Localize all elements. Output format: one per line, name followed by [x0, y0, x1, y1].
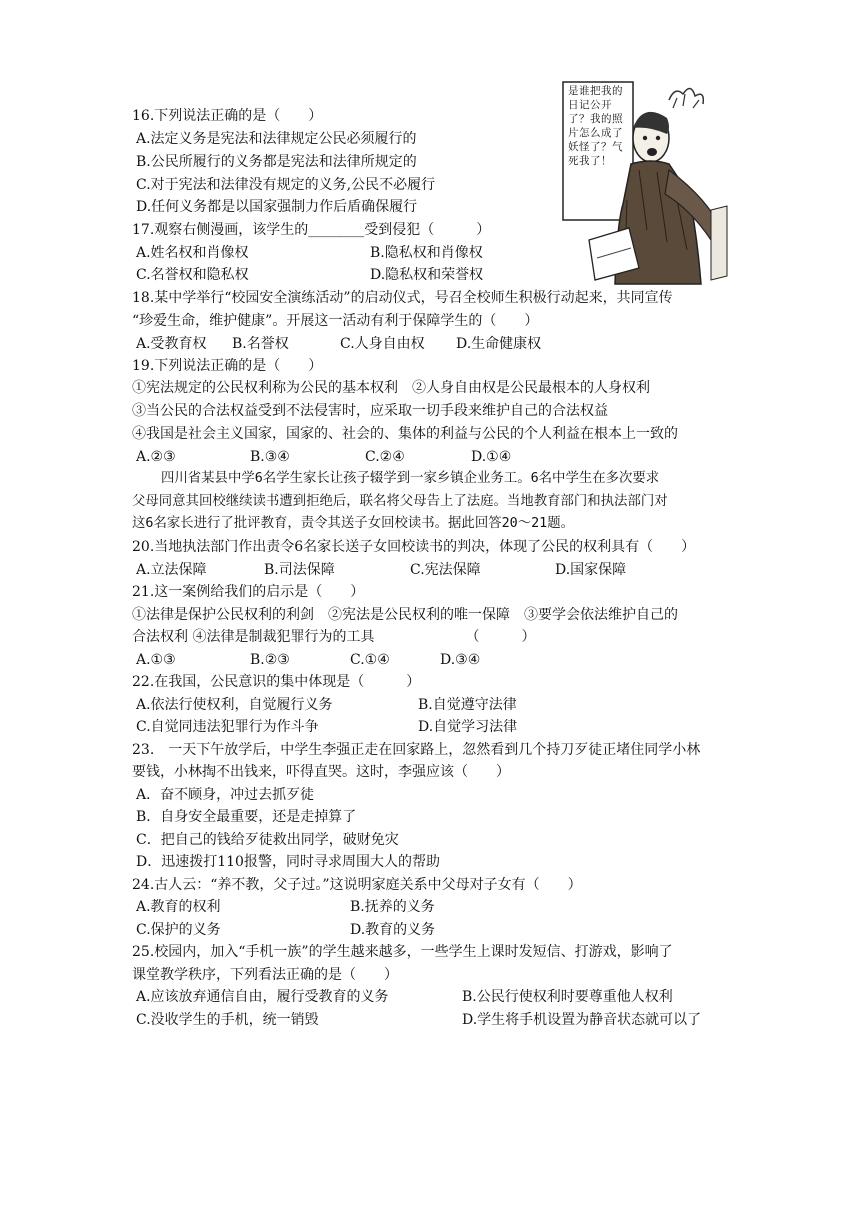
q25-option-d: D.学生将手机设置为静音状态就可以了 [462, 1012, 702, 1028]
q21-stem: 21.这一案例给我们的启示是（ ） [132, 584, 365, 600]
q19-option-a: A.②③ [136, 449, 176, 465]
q22-option-c: C.自觉同违法犯罪行为作斗争 [136, 719, 319, 735]
passage-line1: 四川省某县中学6名学生家长让孩子辍学到一家乡镇企业务工。6名中学生在多次要求 [161, 471, 660, 486]
q25-option-a: A.应该放弃通信自由，履行受教育的义务 [136, 989, 389, 1005]
q17-option-a: A.姓名权和肖像权 [136, 245, 249, 261]
q17-option-c: C.名誉权和隐私权 [136, 267, 249, 283]
q25-option-c: C.没收学生的手机，统一销毁 [136, 1012, 319, 1028]
cartoon-speech-text: 是谁把我的日记公开了？我的照片怎么成了妖怪了？气死我了！ [568, 85, 623, 167]
q18-option-d: D.生命健康权 [456, 336, 542, 352]
q21-option-a: A.①③ [136, 652, 176, 668]
q16-option-d: D.任何义务都是以国家强制力作后盾确保履行 [136, 199, 418, 215]
q24-option-b: B.抚养的义务 [350, 899, 435, 915]
q20-option-a: A.立法保障 [136, 562, 207, 578]
q19-statement-3: ③当公民的合法权益受到不法侵害时，应采取一切手段来维护自己的合法权益 [132, 403, 608, 419]
q16-stem: 16.下列说法正确的是（ ） [132, 108, 323, 124]
q21-statements-line2: 合法权利 ④法律是制裁犯罪行为的工具 （ ） [132, 629, 536, 645]
q16-option-b: B.公民所履行的义务都是宪法和法律所规定的 [136, 154, 417, 170]
q18-option-a: A.受教育权 [136, 336, 207, 352]
passage-line2: 父母同意其回校继续读书遭到拒绝后，联名将父母告上了法庭。当地教育部门和执法部门对 [132, 494, 668, 509]
q17-stem: 17.观察右侧漫画，该学生的________受到侵犯（ ） [132, 222, 491, 238]
q19-option-c: C.②④ [365, 449, 405, 465]
q19-statement-4: ④我国是社会主义国家，国家的、社会的、集体的利益与公民的个人利益在根本上一致的 [132, 426, 678, 442]
q23-stem-line1: 23. 一天下午放学后，中学生李强正走在回家路上，忽然看到几个持刀歹徒正堵住同学小林 [132, 742, 701, 758]
q25-stem-line2: 课堂教学秩序，下列看法正确的是（ ） [132, 967, 398, 983]
q25-option-b: B.公民行使权利时要尊重他人权利 [462, 989, 673, 1005]
passage-line3: 这6名家长进行了批评教育，责令其送子女回校读书。据此回答20～21题。 [132, 516, 575, 531]
q17-option-d: D.隐私权和荣誉权 [370, 267, 484, 283]
q21-statements-line1: ①法律是保护公民权利的利剑 ②宪法是公民权利的唯一保障 ③要学会依法维护自己的 [132, 607, 678, 623]
q19-stem: 19.下列说法正确的是（ ） [132, 358, 323, 374]
q18-option-b: B.名誉权 [232, 336, 289, 352]
q21-option-c: C.①④ [350, 652, 390, 668]
q20-option-b: B.司法保障 [264, 562, 335, 578]
q16-option-c: C.对于宪法和法律没有规定的义务,公民不必履行 [136, 177, 436, 193]
q23-option-c: C．把自己的钱给歹徒救出同学，破财免灾 [136, 832, 399, 848]
q24-option-d: D.教育的义务 [350, 922, 436, 938]
q20-stem: 20.当地执法部门作出责令6名家长送子女回校读书的判决，体现了公民的权利具有（ ） [132, 539, 696, 555]
q18-option-c: C.人身自由权 [340, 336, 425, 352]
q24-option-c: C.保护的义务 [136, 922, 221, 938]
q24-stem: 24.古人云：“养不教，父子过。”这说明家庭关系中父母对子女有（ ） [132, 877, 582, 893]
q23-option-b: B．自身安全最重要，还是走掉算了 [136, 809, 357, 825]
q18-stem-line1: 18.某中学举行“校园安全演练活动”的启动仪式，号召全校师生积极行动起来，共同宣传 [132, 290, 673, 306]
q19-option-b: B.③④ [250, 449, 290, 465]
q19-option-d: D.①④ [471, 449, 512, 465]
q21-option-d: D.③④ [440, 652, 481, 668]
q20-option-d: D.国家保障 [555, 562, 627, 578]
q21-option-b: B.②③ [250, 652, 290, 668]
q22-stem: 22.在我国，公民意识的集中体现是（ ） [132, 674, 421, 690]
q18-stem-line2: “珍爱生命，维护健康”。开展这一活动有利于保障学生的（ ） [132, 313, 539, 329]
q24-option-a: A.教育的权利 [136, 899, 221, 915]
q22-option-b: B.自觉遵守法律 [418, 697, 517, 713]
q23-option-a: A．奋不顾身，冲过去抓歹徒 [136, 787, 315, 803]
q17-option-b: B.隐私权和肖像权 [370, 245, 483, 261]
q19-statements-1-2: ①宪法规定的公民权利称为公民的基本权利 ②人身自由权是公民最根本的人身权利 [132, 380, 650, 396]
q16-option-a: A.法定义务是宪法和法律规定公民必须履行的 [136, 131, 417, 147]
q23-stem-line2: 要钱，小林掏不出钱来，吓得直哭。这时，李强应该（ ） [132, 764, 510, 780]
q22-option-a: A.依法行使权利，自觉履行义务 [136, 697, 333, 713]
q20-option-c: C.宪法保障 [410, 562, 481, 578]
q23-option-d: D．迅速拨打110报警，同时寻求周围大人的帮助 [136, 854, 440, 870]
q25-stem-line1: 25.校园内，加入“手机一族”的学生越来越多，一些学生上课时发短信、打游戏，影响了 [132, 944, 673, 960]
q22-option-d: D.自觉学习法律 [418, 719, 518, 735]
